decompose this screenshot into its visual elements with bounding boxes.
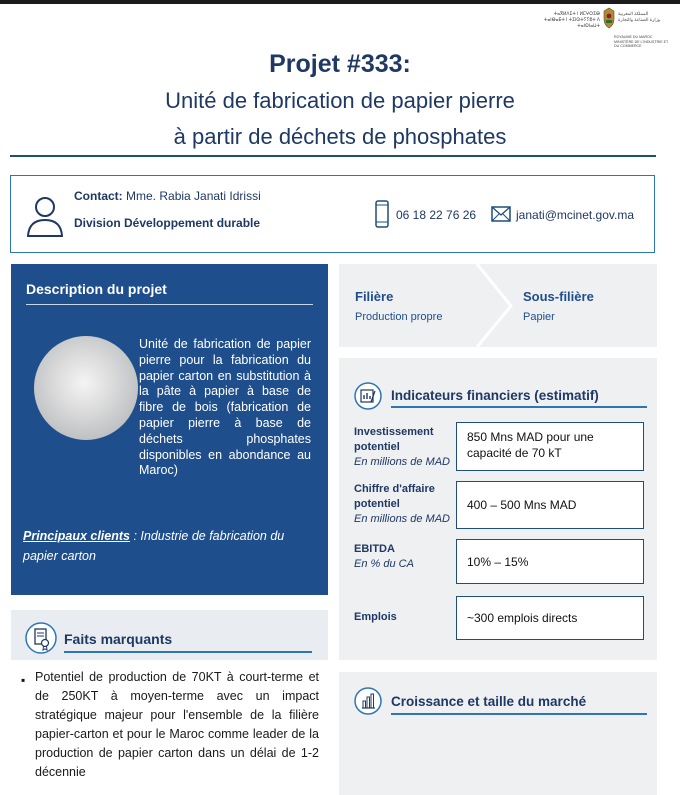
- logo-tifinagh-text: ⵜⴰⴳⵍⴷⵉⵜ ⵏ ⵍⵎⵖⵔⵉⴱ ⵜⴰⵏⴱⴰⴹⵜ ⵏ ⵜⵉⵏⵙⵜⵢⵢⵓⵜ ⴷ ⵜⴰⵏⵙⵏⴰⵡⵜ: [543, 11, 600, 28]
- ministry-logo: [532, 5, 672, 53]
- key-facts-divider: [64, 651, 312, 653]
- project-title-line-1: Unité de fabrication de papier pierre: [165, 88, 515, 113]
- coat-of-arms-icon: [602, 7, 616, 29]
- logo-arabic-text: المملكة المغربية وزارة الصناعة والتجارة: [618, 11, 660, 22]
- contact-name-line: Contact: Mme. Rabia Janati Idrissi: [74, 189, 261, 203]
- revenue-value: 400 – 500 Mns MAD: [456, 481, 644, 529]
- stone-paper-image: [34, 336, 138, 440]
- phone-icon: [375, 200, 389, 228]
- top-border: [0, 0, 680, 4]
- clients-label: Principaux clients: [23, 529, 130, 543]
- market-growth-panel: [339, 672, 657, 795]
- description-heading: Description du projet: [26, 281, 167, 297]
- clients-value: : Industrie de fabrication du papier carton: [23, 529, 285, 563]
- chart-document-icon: [354, 382, 382, 410]
- market-growth-divider: [391, 713, 647, 715]
- financial-indicators-panel: [339, 358, 657, 660]
- project-description-panel: [11, 264, 328, 595]
- sector-label: Filière: [355, 289, 394, 304]
- jobs-value: ~300 emplois directs: [456, 596, 644, 640]
- main-clients: [23, 526, 313, 566]
- sector-chevron-divider: [339, 264, 657, 347]
- investment-label: Investissement potentiel En millions de MAD: [354, 426, 450, 468]
- contact-division: Division Développement durable: [74, 216, 261, 230]
- bar-chart-icon: [354, 686, 382, 716]
- financial-indicators-heading: Indicateurs financiers (estimatif): [391, 388, 599, 403]
- market-growth-heading: Croissance et taille du marché: [391, 694, 587, 709]
- ebitda-label: EBITDA En % du CA: [354, 543, 414, 570]
- key-facts-body: [11, 660, 328, 795]
- jobs-label: Emplois: [354, 611, 397, 623]
- investment-value: 850 Mns MAD pour une capacité de 70 kT: [456, 422, 644, 471]
- financial-indicators-divider: [391, 406, 647, 408]
- contact-email[interactable]: janati@mcinet.gov.ma: [516, 208, 635, 222]
- mail-icon: [491, 206, 511, 222]
- ebitda-value: 10% – 15%: [456, 539, 644, 584]
- sector-panel: [339, 264, 657, 347]
- contact-card: [10, 175, 655, 253]
- title-divider: [10, 155, 656, 157]
- sector-value: Production propre: [355, 311, 443, 323]
- document-seal-icon: [25, 622, 57, 654]
- key-facts-heading: Faits marquants: [64, 631, 173, 647]
- key-facts-text: Potentiel de production de 70KT à court-terme et de 250KT à moyen-terme avec un impact stratégique majeur pour l'ensemble de la filière papier-carton et pour le Maroc comme leader de la production de papier carton dans un délai de 1-2 décennie: [35, 670, 319, 779]
- project-number-title: Projet #333:: [269, 50, 411, 78]
- logo-caption: ROYAUME DU MAROC MINISTÈRE DE L'INDUSTRIE ET DU COMMERCE: [614, 35, 669, 48]
- bullet-marker: ▪: [21, 673, 26, 687]
- sub-sector-label: Sous-filière: [523, 289, 594, 304]
- description-text: Unité de fabrication de papier pierre pour la fabrication du papier carton en substitution à la pâte à papier à base de fibre de bois (fabrication de papier pierre à base de déchets phosphates disponibles en abondance au Maroc): [139, 337, 311, 478]
- revenue-label: Chiffre d'affaire potentiel En millions de MAD: [354, 483, 450, 525]
- project-title-line-2: à partir de déchets de phosphates: [173, 124, 507, 149]
- description-divider: [26, 304, 313, 305]
- person-icon: [25, 194, 65, 238]
- sub-sector-value: Papier: [523, 311, 555, 323]
- contact-phone[interactable]: 06 18 22 76 26: [396, 208, 477, 222]
- key-facts-panel: [11, 610, 328, 795]
